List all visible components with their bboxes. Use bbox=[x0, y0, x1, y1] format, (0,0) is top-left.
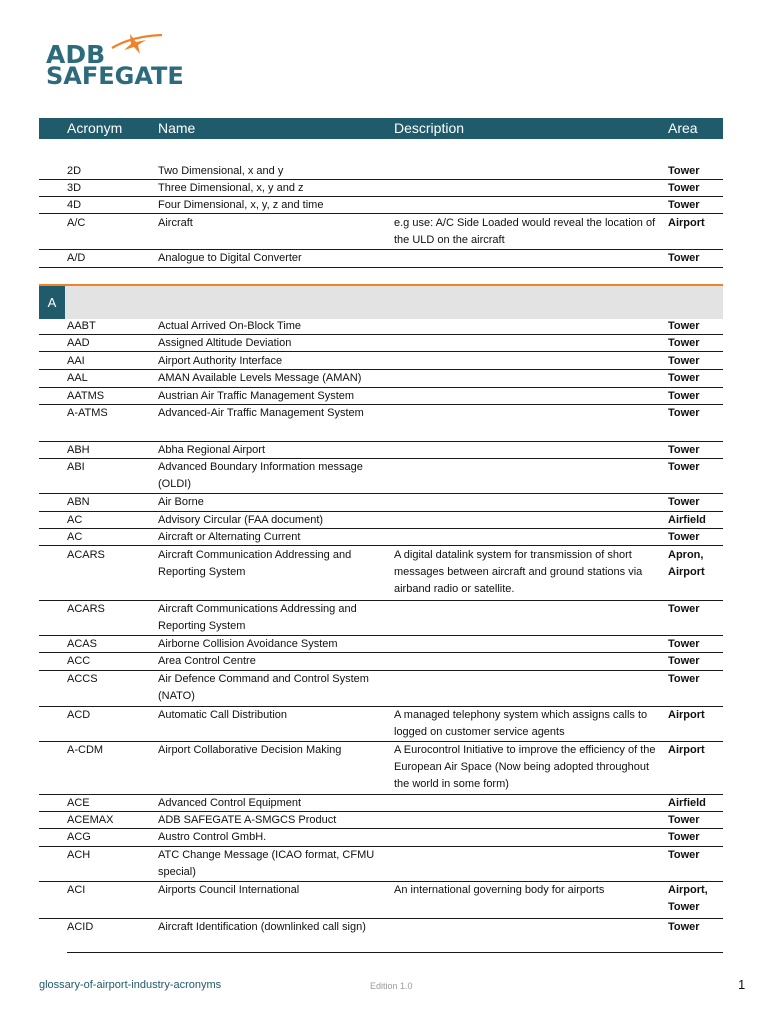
table-row bbox=[39, 635, 723, 653]
area-cell: Airport bbox=[668, 217, 705, 229]
description-cell: A Eurocontrol Initiative to improve the efficiency of the European Air Space (Now being adopted throughout the world in some form) bbox=[394, 744, 656, 790]
name-cell: Aircraft bbox=[158, 217, 193, 229]
area-cell: Tower bbox=[668, 831, 700, 843]
table-row bbox=[39, 706, 723, 742]
acronym-cell: ACCS bbox=[67, 673, 98, 685]
acronym-cell: ACC bbox=[67, 655, 91, 667]
table-row bbox=[39, 249, 723, 268]
name-cell: Aircraft Identification (downlinked call sign) bbox=[158, 921, 366, 933]
name-cell: Actual Arrived On-Block Time bbox=[158, 320, 302, 332]
acronym-cell: AABT bbox=[67, 320, 96, 332]
description-cell: A managed telephony system which assigns calls to logged on customer service agents bbox=[394, 709, 648, 738]
acronym-cell: 4D bbox=[67, 199, 82, 211]
table-row bbox=[39, 196, 723, 214]
area-cell: Tower bbox=[668, 355, 700, 367]
acronym-cell: ABH bbox=[67, 444, 90, 456]
table-row bbox=[39, 369, 723, 388]
table-row bbox=[39, 317, 723, 335]
table-row bbox=[39, 652, 723, 671]
section-letter: A bbox=[39, 286, 65, 319]
acronym-cell: ACE bbox=[67, 797, 90, 809]
area-cell: Tower bbox=[668, 444, 700, 456]
section-bar bbox=[39, 284, 723, 319]
table-row bbox=[39, 881, 723, 919]
name-cell: Airport Authority Interface bbox=[158, 355, 283, 367]
name-cell: Area Control Centre bbox=[158, 655, 256, 667]
table-row bbox=[39, 214, 723, 250]
acronym-cell: ABI bbox=[67, 461, 85, 473]
name-cell: AMAN Available Levels Message (AMAN) bbox=[158, 372, 362, 384]
area-cell: Airfield bbox=[668, 514, 706, 526]
table-row bbox=[39, 352, 723, 370]
acronym-cell: 2D bbox=[67, 165, 82, 177]
name-cell: Two Dimensional, x and y bbox=[158, 165, 284, 177]
area-cell: Tower bbox=[668, 372, 700, 384]
table-row bbox=[39, 162, 723, 180]
table-row bbox=[39, 918, 723, 935]
footer-edition: Edition 1.0 bbox=[370, 981, 413, 991]
table-row bbox=[39, 846, 723, 882]
name-cell: Advanced Boundary Information message (OLDI) bbox=[158, 461, 363, 490]
table-row bbox=[39, 404, 723, 442]
name-cell: Automatic Call Distribution bbox=[158, 709, 287, 721]
area-cell: Tower bbox=[668, 655, 700, 667]
area-cell: Tower bbox=[668, 814, 700, 826]
acronym-cell: A/C bbox=[67, 217, 86, 229]
acronym-cell: ACARS bbox=[67, 549, 105, 561]
acronym-cell: A/D bbox=[67, 252, 86, 264]
logo-text-adb: ADB bbox=[46, 40, 106, 69]
name-cell: Aircraft Communication Addressing and Reporting System bbox=[158, 549, 352, 578]
description-cell: e.g use: A/C Side Loaded would reveal the location of the ULD on the aircraft bbox=[394, 217, 656, 246]
star-logo-icon bbox=[110, 32, 166, 56]
area-cell: Tower bbox=[668, 320, 700, 332]
area-cell: Airport bbox=[668, 709, 705, 721]
name-cell: Assigned Altitude Deviation bbox=[158, 337, 292, 349]
acronym-cell: AAD bbox=[67, 337, 90, 349]
description-cell: A digital datalink system for transmission of short messages between aircraft and ground stations via airband radio or satellite. bbox=[394, 549, 643, 595]
acronym-cell: ACD bbox=[67, 709, 91, 721]
footer-document-name: glossary-of-airport-industry-acronyms bbox=[39, 979, 222, 991]
name-cell: Four Dimensional, x, y, z and time bbox=[158, 199, 324, 211]
acronym-cell: AAI bbox=[67, 355, 85, 367]
name-cell: Austro Control GmbH. bbox=[158, 831, 267, 843]
table-row bbox=[39, 811, 723, 829]
area-cell: Tower bbox=[668, 407, 700, 419]
name-cell: Abha Regional Airport bbox=[158, 444, 266, 456]
area-cell: Airport, Tower bbox=[668, 884, 708, 913]
acronym-cell: AC bbox=[67, 514, 83, 526]
name-cell: Aircraft or Alternating Current bbox=[158, 531, 301, 543]
acronym-cell: ACEMAX bbox=[67, 814, 114, 826]
acronym-cell: AAL bbox=[67, 372, 88, 384]
header-name: Name bbox=[158, 120, 196, 136]
header-description: Description bbox=[394, 120, 465, 136]
table-row bbox=[39, 670, 723, 707]
area-cell: Apron, Airport bbox=[668, 549, 705, 578]
table-row bbox=[39, 511, 723, 529]
table-row bbox=[39, 179, 723, 197]
acronym-cell: AATMS bbox=[67, 390, 105, 402]
name-cell: Airborne Collision Avoidance System bbox=[158, 638, 338, 650]
area-cell: Tower bbox=[668, 849, 700, 861]
table-row bbox=[39, 334, 723, 352]
table-row bbox=[39, 794, 723, 812]
table-row bbox=[39, 458, 723, 494]
area-cell: Tower bbox=[668, 390, 700, 402]
area-cell: Tower bbox=[668, 673, 700, 685]
table-row bbox=[39, 441, 723, 459]
page-number: 1 bbox=[738, 977, 746, 992]
name-cell: ATC Change Message (ICAO format, CFMU special) bbox=[158, 849, 375, 878]
acronym-cell: 3D bbox=[67, 182, 82, 194]
area-cell: Tower bbox=[668, 461, 700, 473]
area-cell: Tower bbox=[668, 252, 700, 264]
area-cell: Airport bbox=[668, 744, 705, 756]
name-cell: Airports Council International bbox=[158, 884, 300, 896]
name-cell: Three Dimensional, x, y and z bbox=[158, 182, 304, 194]
area-cell: Tower bbox=[668, 182, 700, 194]
header-acronym: Acronym bbox=[67, 120, 123, 136]
acronym-cell: ACID bbox=[67, 921, 94, 933]
area-cell: Tower bbox=[668, 337, 700, 349]
name-cell: Aircraft Communications Addressing and Reporting System bbox=[158, 603, 357, 632]
name-cell: Advanced Control Equipment bbox=[158, 797, 302, 809]
table-row bbox=[39, 387, 723, 405]
area-cell: Tower bbox=[668, 638, 700, 650]
acronym-cell: ACARS bbox=[67, 603, 105, 615]
acronym-cell: ACH bbox=[67, 849, 91, 861]
name-cell: Airport Collaborative Decision Making bbox=[158, 744, 342, 756]
table-row bbox=[39, 546, 723, 601]
acronym-cell: A-CDM bbox=[67, 744, 104, 756]
name-cell: Austrian Air Traffic Management System bbox=[158, 390, 355, 402]
table-row bbox=[39, 600, 723, 636]
area-cell: Tower bbox=[668, 199, 700, 211]
area-cell: Tower bbox=[668, 531, 700, 543]
name-cell: Air Defence Command and Control System (NATO) bbox=[158, 673, 369, 702]
name-cell: Advisory Circular (FAA document) bbox=[158, 514, 324, 526]
area-cell: Tower bbox=[668, 496, 700, 508]
name-cell: Analogue to Digital Converter bbox=[158, 252, 302, 264]
table-row bbox=[39, 741, 723, 795]
name-cell: Air Borne bbox=[158, 496, 204, 508]
header-area: Area bbox=[668, 120, 698, 136]
acronym-cell: ABN bbox=[67, 496, 90, 508]
table-row bbox=[39, 528, 723, 546]
company-logo bbox=[46, 30, 226, 90]
area-cell: Tower bbox=[668, 921, 700, 933]
name-cell: Advanced-Air Traffic Management System bbox=[158, 407, 364, 419]
acronym-cell: AC bbox=[67, 531, 83, 543]
acronym-cell: ACAS bbox=[67, 638, 97, 650]
acronym-cell: ACG bbox=[67, 831, 91, 843]
table-header bbox=[39, 118, 723, 139]
area-cell: Tower bbox=[668, 603, 700, 615]
table-row bbox=[39, 828, 723, 847]
area-cell: Tower bbox=[668, 165, 700, 177]
name-cell: ADB SAFEGATE A-SMGCS Product bbox=[158, 814, 337, 826]
area-cell: Airfield bbox=[668, 797, 706, 809]
acronym-cell: A-ATMS bbox=[67, 407, 108, 419]
logo-text-safegate: SAFEGATE bbox=[46, 62, 184, 90]
table-end-rule bbox=[67, 952, 723, 953]
table-row bbox=[39, 493, 723, 512]
acronym-cell: ACI bbox=[67, 884, 86, 896]
description-cell: An international governing body for airports bbox=[394, 884, 605, 896]
